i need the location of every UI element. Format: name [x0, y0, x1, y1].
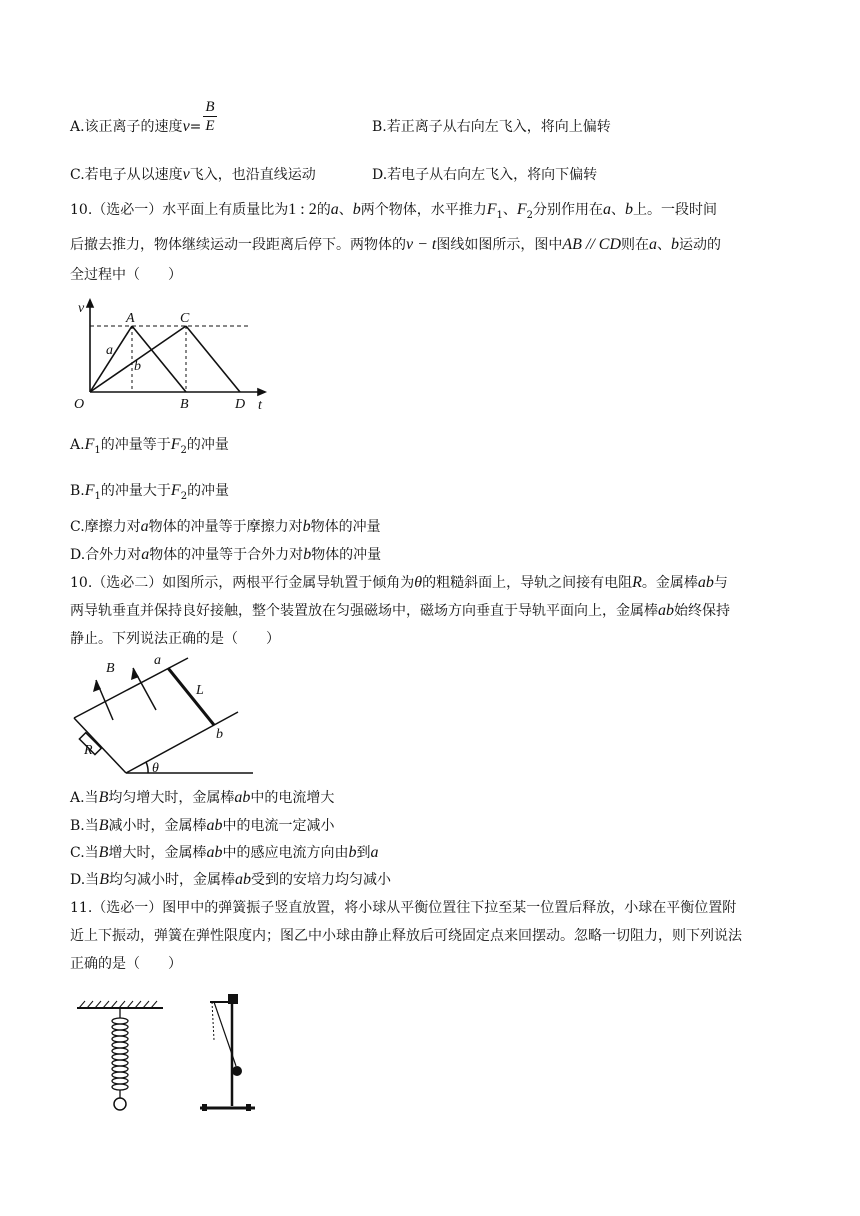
- label-resistor-R: R: [84, 743, 93, 758]
- label-theta: θ: [152, 761, 159, 776]
- q10b-stem-line1: 10.（选必二）如图所示，两根平行金属导轨置于倾角为θ的粗糙斜面上，导轨之间接有电阻R。金属棒ab与: [70, 574, 728, 591]
- end-connector: [74, 718, 126, 773]
- pendulum-bob: [232, 1066, 242, 1076]
- q10b-stem-line3: 静止。下列说法正确的是（ ）: [70, 631, 280, 647]
- theta-arc: [146, 762, 148, 773]
- pendulum-figure: [190, 990, 270, 1116]
- rod-ab: [168, 668, 214, 725]
- label-B: B: [180, 397, 189, 412]
- label-D: D: [235, 397, 246, 412]
- vt-graph: [70, 294, 275, 414]
- label-t: t: [258, 398, 262, 413]
- q11-stem-line2: 近上下振动，弹簧在弹性限度内；图乙中小球由静止释放后可绕固定点来回摆动。忽略一切阻力，则下列说法: [70, 928, 742, 944]
- q10b-option-a: A.当B均匀增大时，金属棒ab中的电流增大: [70, 789, 335, 806]
- label-rod-b: b: [216, 727, 223, 742]
- label-A: A: [126, 311, 135, 326]
- label-v: v: [78, 301, 85, 316]
- clamp: [228, 994, 238, 1004]
- q10a-option-d: D.合外力对a物体的冲量等于合外力对b物体的冲量: [70, 546, 382, 563]
- spring-oscillator-figure: [75, 1000, 165, 1116]
- q9-option-c: C.若电子从以速度v飞入，也沿直线运动: [70, 166, 316, 183]
- q10a-option-c: C.摩擦力对a物体的冲量等于摩擦力对b物体的冲量: [70, 518, 381, 535]
- spring-ball: [114, 1098, 126, 1110]
- rail-upper: [74, 658, 188, 718]
- q9-option-a: A.该正离子的速度v= $\frac{B}{E}$: [70, 98, 215, 135]
- line-a-rise: [90, 326, 132, 392]
- q10b-option-c: C.当B增大时，金属棒ab中的感应电流方向由b到a: [70, 844, 379, 861]
- label-b: b: [134, 359, 141, 374]
- rail-figure: [68, 650, 258, 780]
- q10b-stem-line2: 两导轨垂直并保持良好接触，整个装置放在匀强磁场中，磁场方向垂直于导轨平面向上，金属棒ab始终保持: [70, 602, 730, 619]
- q10a-stem-line1: 10.（选必一）水平面上有质量比为1 : 2的a、b两个物体，水平推力$F_1$、$F_2$分别作用在a、b上。一段时间: [70, 201, 718, 221]
- label-a: a: [106, 343, 113, 358]
- label-rod-a: a: [154, 653, 161, 668]
- label-rod-L: L: [196, 683, 204, 698]
- q10b-option-b: B.当B减小时，金属棒ab中的电流一定减小: [70, 817, 335, 834]
- line-b-fall: [186, 326, 240, 392]
- spring-coil: [112, 1008, 128, 1098]
- q9-option-d: D.若电子从右向左飞入，将向下偏转: [372, 167, 598, 183]
- base-foot-right: [246, 1104, 251, 1111]
- q10a-stem-line2: 后撤去推力，物体继续运动一段距离后停下。两物体的v − t图线如图所示，图中AB // CD则在a、b运动的: [70, 236, 722, 253]
- q10b-option-d: D.当B均匀减小时，金属棒ab受到的安培力均匀减小: [70, 871, 391, 888]
- label-O: O: [74, 397, 85, 412]
- ceiling-hatch: [79, 1001, 157, 1008]
- t-axis-arrow: [258, 389, 265, 395]
- label-C: C: [180, 311, 190, 326]
- q11-stem-line3: 正确的是（ ）: [70, 956, 182, 972]
- q10a-option-b: $B.F_1$的冲量大于$F_2$的冲量: [70, 482, 230, 502]
- q10a-option-a: $A.F_1$的冲量等于$F_2$的冲量: [70, 436, 229, 456]
- rail-lower: [126, 712, 238, 773]
- v-axis-arrow: [87, 300, 93, 307]
- q9-option-b: B.若正离子从右向左飞入，将向上偏转: [372, 119, 611, 135]
- base-foot-left: [202, 1104, 207, 1111]
- q11-stem-line1: 11.（选必一）图甲中的弹簧振子竖直放置，将小球从平衡位置往下拉至某一位置后释放，小球在平衡位置附: [70, 900, 737, 916]
- q10a-stem-line3: 全过程中（ ）: [70, 267, 182, 283]
- rest-position-dashed: [212, 1002, 214, 1040]
- label-field-B: B: [106, 661, 115, 676]
